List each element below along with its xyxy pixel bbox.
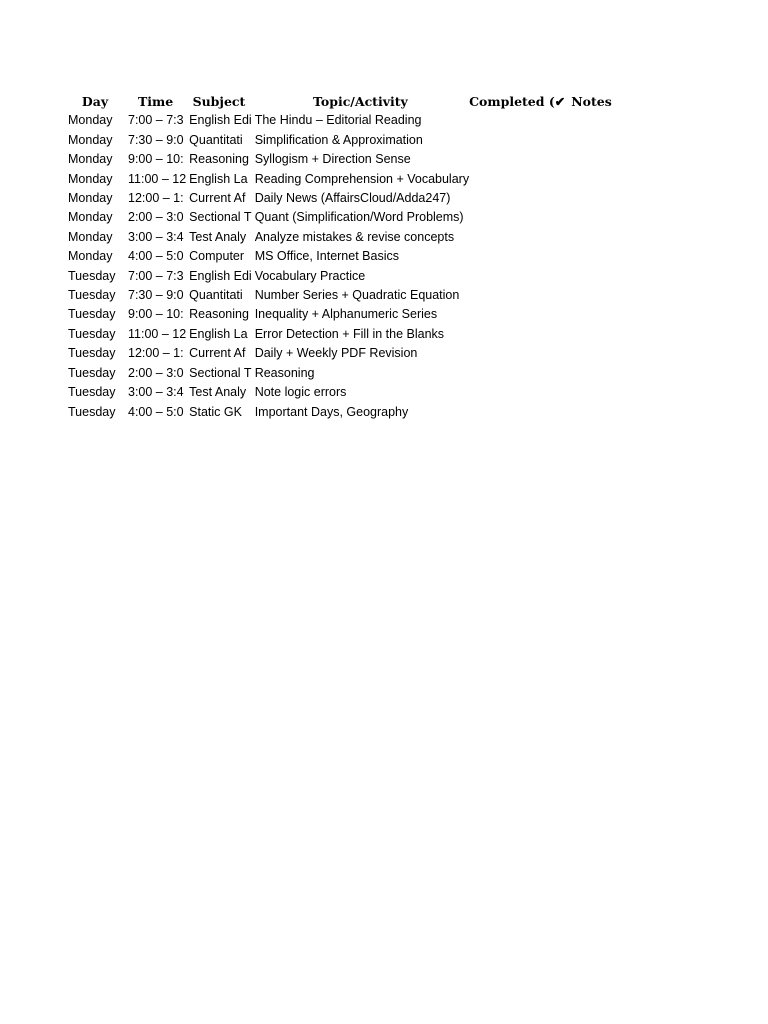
header-topic[interactable]: Topic/Activity bbox=[313, 94, 408, 109]
cell-topic[interactable]: Daily News (AffairsCloud/Adda247) bbox=[254, 191, 451, 206]
cell-topic[interactable]: Note logic errors bbox=[254, 385, 347, 400]
cell-day[interactable]: Monday bbox=[68, 249, 113, 264]
table-row bbox=[65, 267, 625, 286]
cell-time[interactable]: 11:00 – 12 bbox=[128, 171, 187, 186]
cell-subject[interactable]: Quantitati bbox=[189, 132, 243, 147]
cell-topic[interactable]: Reading Comprehension + Vocabulary bbox=[254, 171, 470, 186]
cell-completed[interactable] bbox=[469, 228, 565, 247]
cell-completed[interactable] bbox=[469, 364, 565, 383]
cell-time[interactable]: 11:00 – 12 bbox=[128, 326, 187, 341]
cell-day[interactable]: Monday bbox=[68, 171, 113, 186]
header-notes[interactable]: Notes bbox=[571, 94, 612, 109]
cell-time[interactable]: 2:00 – 3:0 bbox=[128, 210, 184, 225]
cell-completed[interactable] bbox=[469, 111, 565, 130]
cell-topic[interactable]: Simplification & Approximation bbox=[254, 132, 423, 147]
cell-subject[interactable]: Static GK bbox=[189, 404, 242, 419]
cell-notes[interactable] bbox=[565, 150, 625, 169]
cell-time[interactable]: 7:00 – 7:3 bbox=[128, 268, 184, 283]
cell-time[interactable]: 7:30 – 9:0 bbox=[128, 132, 184, 147]
cell-day[interactable]: Monday bbox=[68, 132, 113, 147]
cell-day[interactable]: Monday bbox=[68, 152, 113, 167]
table-row bbox=[65, 344, 625, 363]
table-row bbox=[65, 228, 625, 247]
header-completed[interactable]: Completed (✔ bbox=[469, 94, 566, 109]
cell-time[interactable]: 4:00 – 5:0 bbox=[128, 404, 184, 419]
cell-topic[interactable]: Daily + Weekly PDF Revision bbox=[254, 346, 418, 361]
cell-completed[interactable] bbox=[469, 383, 565, 402]
cell-topic[interactable]: Important Days, Geography bbox=[254, 404, 409, 419]
cell-completed[interactable] bbox=[469, 344, 565, 363]
cell-subject[interactable]: English La bbox=[189, 171, 248, 186]
cell-time[interactable]: 9:00 – 10: bbox=[128, 152, 184, 167]
table-row bbox=[65, 189, 625, 208]
cell-subject[interactable]: English La bbox=[189, 326, 248, 341]
cell-completed[interactable] bbox=[469, 325, 565, 344]
cell-day[interactable]: Tuesday bbox=[68, 307, 116, 322]
cell-topic[interactable]: Error Detection + Fill in the Blanks bbox=[254, 326, 445, 341]
table-row bbox=[65, 325, 625, 344]
cell-topic[interactable]: Quant (Simplification/Word Problems) bbox=[254, 210, 464, 225]
cell-notes[interactable] bbox=[565, 208, 625, 227]
cell-topic[interactable]: Syllogism + Direction Sense bbox=[254, 152, 411, 167]
table-row bbox=[65, 364, 625, 383]
cell-notes[interactable] bbox=[565, 228, 625, 247]
cell-completed[interactable] bbox=[469, 208, 565, 227]
cell-day[interactable]: Tuesday bbox=[68, 404, 116, 419]
cell-time[interactable]: 3:00 – 3:4 bbox=[128, 229, 184, 244]
cell-topic[interactable]: Inequality + Alphanumeric Series bbox=[254, 307, 438, 322]
cell-day[interactable]: Tuesday bbox=[68, 288, 116, 303]
cell-notes[interactable] bbox=[565, 325, 625, 344]
cell-subject[interactable]: Test Analy bbox=[189, 229, 247, 244]
cell-notes[interactable] bbox=[565, 247, 625, 266]
cell-subject[interactable]: Computer bbox=[189, 249, 245, 264]
table-row bbox=[65, 170, 625, 189]
cell-subject[interactable]: Reasoning bbox=[189, 152, 249, 167]
cell-subject[interactable]: Sectional T bbox=[189, 210, 252, 225]
cell-subject[interactable]: Current Af bbox=[189, 191, 246, 206]
table-row bbox=[65, 383, 625, 402]
table-row bbox=[65, 150, 625, 169]
cell-time[interactable]: 2:00 – 3:0 bbox=[128, 365, 184, 380]
cell-time[interactable]: 4:00 – 5:0 bbox=[128, 249, 184, 264]
cell-completed[interactable] bbox=[469, 403, 565, 422]
cell-day[interactable]: Monday bbox=[68, 191, 113, 206]
cell-subject[interactable]: Sectional T bbox=[189, 365, 252, 380]
cell-completed[interactable] bbox=[469, 286, 565, 305]
table-row bbox=[65, 111, 625, 130]
cell-day[interactable]: Tuesday bbox=[68, 346, 116, 361]
table-row bbox=[65, 131, 625, 150]
table-row bbox=[65, 208, 625, 227]
cell-time[interactable]: 3:00 – 3:4 bbox=[128, 385, 184, 400]
cell-day[interactable]: Tuesday bbox=[68, 268, 116, 283]
cell-notes[interactable] bbox=[565, 383, 625, 402]
cell-day[interactable]: Monday bbox=[68, 229, 113, 244]
header-time[interactable]: Time bbox=[137, 94, 174, 109]
cell-time[interactable]: 12:00 – 1: bbox=[128, 346, 184, 361]
cell-day[interactable]: Tuesday bbox=[68, 385, 116, 400]
cell-day[interactable]: Tuesday bbox=[68, 326, 116, 341]
cell-completed[interactable] bbox=[469, 267, 565, 286]
cell-notes[interactable] bbox=[565, 267, 625, 286]
cell-completed[interactable] bbox=[469, 247, 565, 266]
table-row bbox=[65, 305, 625, 324]
cell-topic[interactable]: The Hindu – Editorial Reading bbox=[254, 113, 422, 128]
cell-completed[interactable] bbox=[469, 131, 565, 150]
cell-completed[interactable] bbox=[469, 305, 565, 324]
cell-time[interactable]: 9:00 – 10: bbox=[128, 307, 184, 322]
cell-completed[interactable] bbox=[469, 150, 565, 169]
cell-subject[interactable]: English Edi bbox=[189, 268, 252, 283]
cell-day[interactable]: Monday bbox=[68, 113, 113, 128]
header-subject[interactable]: Subject bbox=[192, 94, 246, 109]
cell-notes[interactable] bbox=[565, 305, 625, 324]
table-row bbox=[65, 247, 625, 266]
cell-subject[interactable]: English Edi bbox=[189, 113, 252, 128]
cell-notes[interactable] bbox=[565, 286, 625, 305]
cell-topic[interactable]: MS Office, Internet Basics bbox=[254, 249, 399, 264]
cell-day[interactable]: Monday bbox=[68, 210, 113, 225]
header-day[interactable]: Day bbox=[81, 94, 109, 109]
cell-notes[interactable] bbox=[565, 364, 625, 383]
cell-topic[interactable]: Number Series + Quadratic Equation bbox=[254, 288, 460, 303]
cell-notes[interactable] bbox=[565, 403, 625, 422]
cell-notes[interactable] bbox=[565, 131, 625, 150]
cell-topic[interactable]: Analyze mistakes & revise concepts bbox=[254, 229, 455, 244]
header-row bbox=[65, 92, 625, 111]
cell-time[interactable]: 7:30 – 9:0 bbox=[128, 288, 184, 303]
schedule-table bbox=[65, 92, 625, 422]
cell-subject[interactable]: Test Analy bbox=[189, 385, 247, 400]
table-row bbox=[65, 286, 625, 305]
cell-notes[interactable] bbox=[565, 170, 625, 189]
cell-topic[interactable]: Reasoning bbox=[254, 365, 315, 380]
cell-notes[interactable] bbox=[565, 189, 625, 208]
cell-notes[interactable] bbox=[565, 111, 625, 130]
cell-topic[interactable]: Vocabulary Practice bbox=[254, 268, 366, 283]
cell-time[interactable]: 7:00 – 7:3 bbox=[128, 113, 184, 128]
cell-day[interactable]: Tuesday bbox=[68, 365, 116, 380]
table-row bbox=[65, 403, 625, 422]
cell-notes[interactable] bbox=[565, 344, 625, 363]
cell-completed[interactable] bbox=[469, 170, 565, 189]
cell-time[interactable]: 12:00 – 1: bbox=[128, 191, 184, 206]
cell-subject[interactable]: Reasoning bbox=[189, 307, 249, 322]
cell-subject[interactable]: Current Af bbox=[189, 346, 246, 361]
cell-completed[interactable] bbox=[469, 189, 565, 208]
cell-subject[interactable]: Quantitati bbox=[189, 288, 243, 303]
